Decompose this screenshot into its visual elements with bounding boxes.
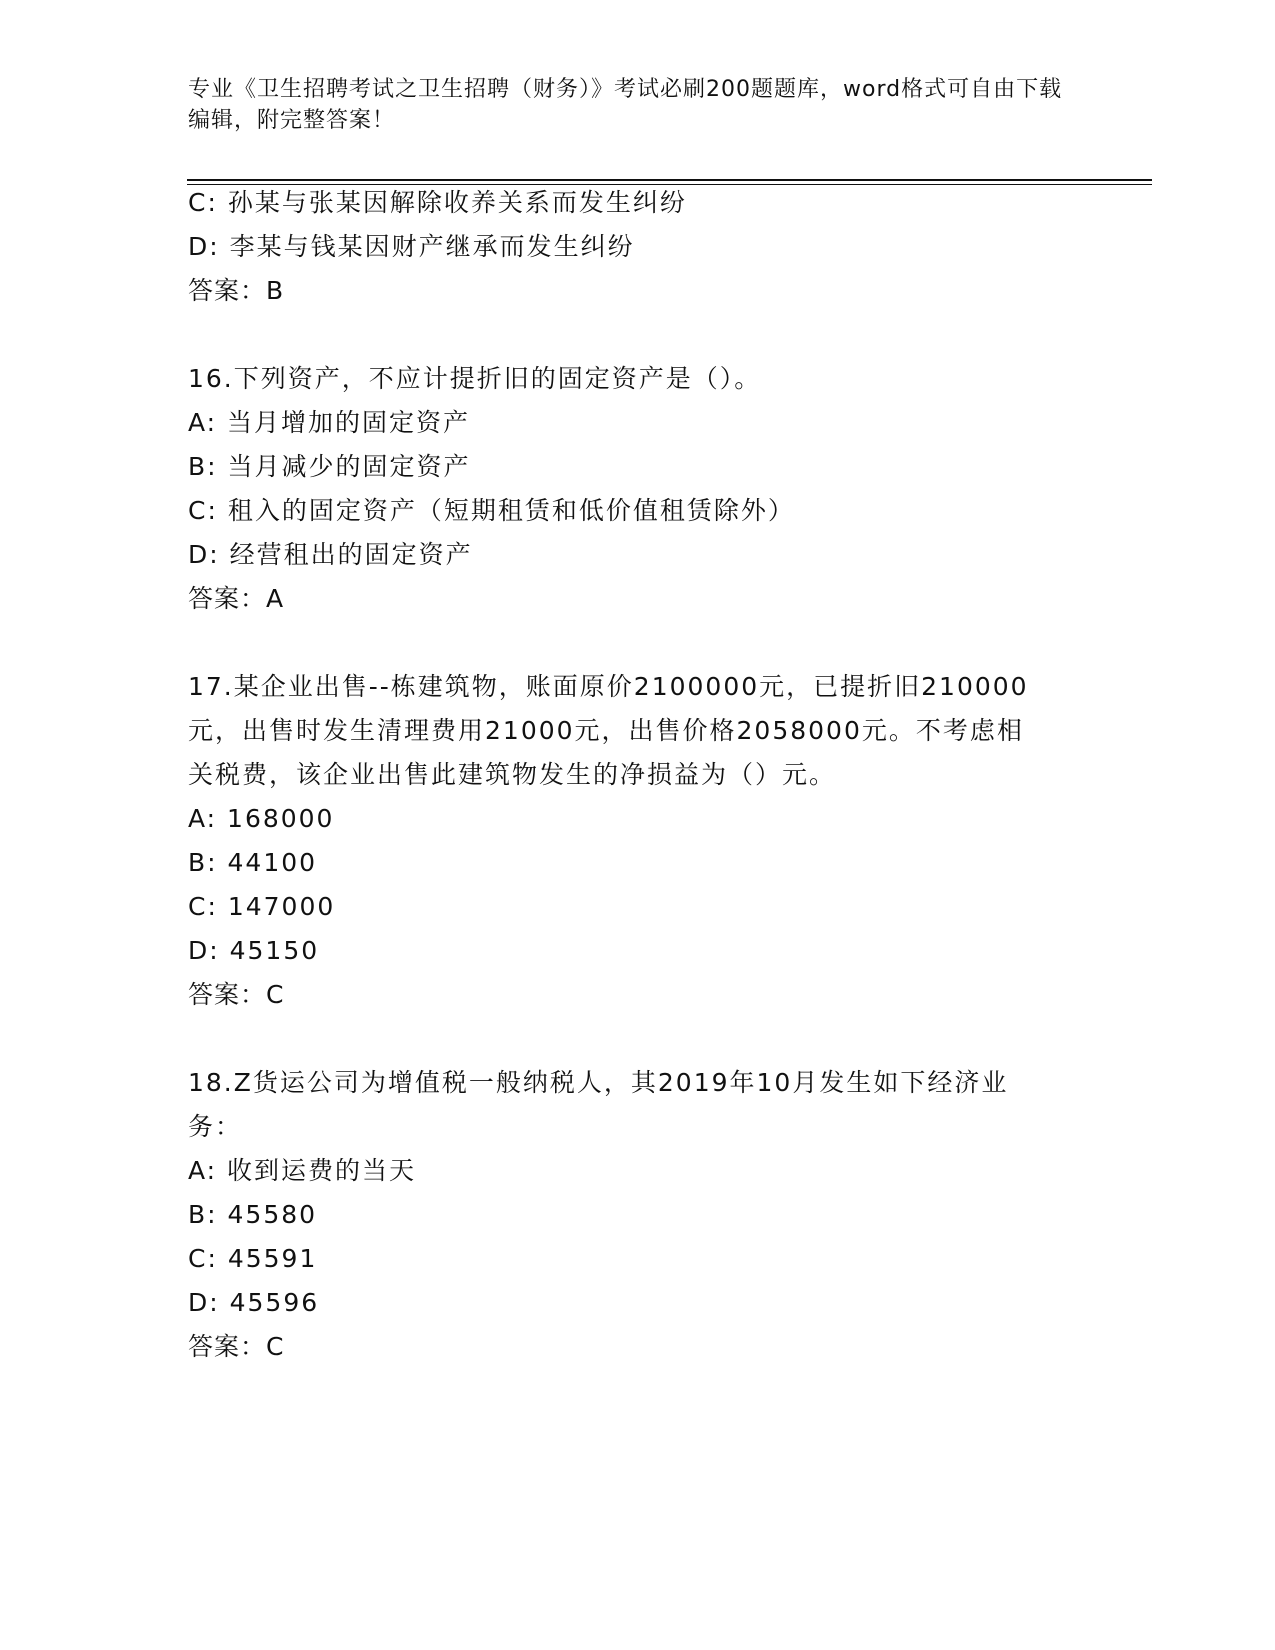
header-divider-thick (187, 179, 1152, 181)
q16-option-c: C: 租入的固定资产（短期租赁和低价值租赁除外） (188, 496, 795, 525)
q18-stem-line-1: 18.Z货运公司为增值税一般纳税人，其2019年10月发生如下经济业 (188, 1068, 1009, 1097)
q15-option-c: C: 孙某与张某因解除收养关系而发生纠纷 (188, 188, 687, 217)
q18-stem-line-2: 务： (188, 1112, 243, 1141)
q16-answer: 答案：A (188, 584, 285, 613)
q17-option-a: A: 168000 (188, 804, 335, 833)
q17-stem-line-2: 元，出售时发生清理费用21000元，出售价格2058000元。不考虑相 (188, 716, 1024, 745)
q18-option-a: A: 收到运费的当天 (188, 1156, 417, 1185)
q16-stem: 16.下列资产，不应计提折旧的固定资产是（）。 (188, 364, 762, 393)
q17-stem-line-3: 关税费，该企业出售此建筑物发生的净损益为（）元。 (188, 760, 837, 789)
q15-answer: 答案：B (188, 276, 285, 305)
q16-option-a: A: 当月增加的固定资产 (188, 408, 471, 437)
document-header (188, 74, 1068, 136)
q18-answer: 答案：C (188, 1332, 285, 1361)
q16-option-d: D: 经营租出的固定资产 (188, 540, 473, 569)
q18-option-b: B: 45580 (188, 1200, 318, 1229)
q18-option-d: D: 45596 (188, 1288, 320, 1317)
q16-option-b: B: 当月减少的固定资产 (188, 452, 471, 481)
q18-option-c: C: 45591 (188, 1244, 318, 1273)
q17-stem-line-1: 17.某企业出售--栋建筑物，账面原价2100000元，已提折旧210000 (188, 672, 1029, 701)
q17-answer: 答案：C (188, 980, 285, 1009)
q15-option-d: D: 李某与钱某因财产继承而发生纠纷 (188, 232, 635, 261)
header-divider-thin (187, 184, 1152, 185)
q17-option-c: C: 147000 (188, 892, 336, 921)
q17-option-d: D: 45150 (188, 936, 320, 965)
header-intro-text: 专业《卫生招聘考试之卫生招聘（财务）》考试必刷200题题库，word格式可自由下载编辑，附完整答案！ (188, 77, 1063, 133)
q17-option-b: B: 44100 (188, 848, 318, 877)
